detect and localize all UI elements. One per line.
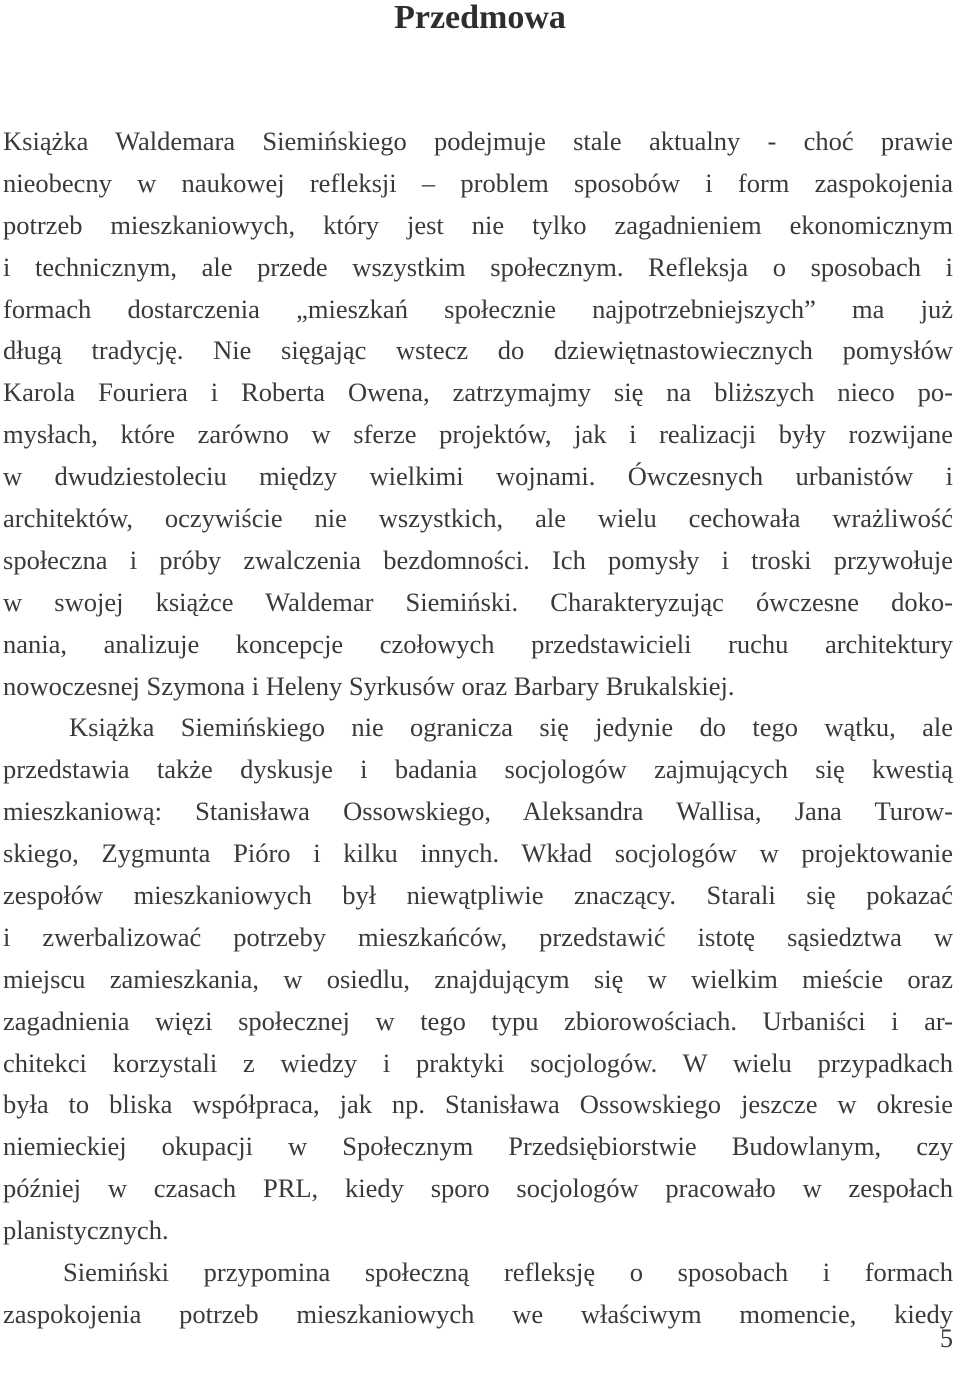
text-line: w swojej książce Waldemar Siemiński. Charakteryzując ówczesne doko- <box>3 586 953 617</box>
text-line: i technicznym, ale przede wszystkim społecznym. Refleksja o sposobach i <box>3 251 953 282</box>
text-line: niemieckiej okupacji w Społecznym Przedsiębiorstwie Budowlanym, czy <box>3 1131 953 1162</box>
text-line: później w czasach PRL, kiedy sporo socjologów pracowało w zespołach <box>3 1173 953 1204</box>
text-line: nieobecny w naukowej refleksji – problem sposobów i form zaspokojenia <box>3 167 953 198</box>
text-line: zespołów mieszkaniowych był niewątpliwie znaczący. Starali się pokazać <box>3 880 953 911</box>
text-line: długą tradycję. Nie sięgając wstecz do dziewiętnastowiecznych pomysłów <box>3 335 953 366</box>
text-line: miejscu zamieszkania, w osiedlu, znajdującym się w wielkim mieście oraz <box>3 963 953 994</box>
page-title: Przedmowa <box>394 0 566 36</box>
text-line: Książka Siemińskiego nie ogranicza się jedynie do tego wątku, ale <box>69 712 953 743</box>
text-line: zaspokojenia potrzeb mieszkaniowych we właściwym momencie, kiedy <box>3 1298 953 1329</box>
text-line: w dwudziestoleciu między wielkimi wojnami. Ówczesnych urbanistów i <box>3 461 953 492</box>
text-line: nania, analizuje koncepcje czołowych przedstawicieli ruchu architektury <box>3 628 953 659</box>
text-line: skiego, Zygmunta Pióro i kilku innych. Wkład socjologów w projektowanie <box>3 838 953 869</box>
text-line: mysłach, które zarówno w sferze projektów, jak i realizacji były rozwijane <box>3 419 953 450</box>
text-line: Karola Fouriera i Roberta Owena, zatrzymajmy się na bliższych nieco po- <box>3 377 953 408</box>
text-line: Siemiński przypomina społeczną refleksję o sposobach i formach <box>63 1257 953 1288</box>
text-line: zagadnienia więzi społecznej w tego typu zbiorowościach. Urbaniści i ar- <box>3 1005 953 1036</box>
text-line: chitekci korzystali z wiedzy i praktyki socjologów. W wielu przypadkach <box>3 1047 953 1078</box>
body-text <box>3 121 953 1336</box>
text-line: i zwerbalizować potrzeby mieszkańców, przedstawić istotę sąsiedztwa w <box>3 921 953 952</box>
text-line: przedstawia także dyskusje i badania socjologów zajmujących się kwestią <box>3 754 953 785</box>
page-number: 5 <box>940 1324 953 1353</box>
text-line: formach dostarczenia „mieszkań społecznie najpotrzebniejszych” ma już <box>3 293 953 324</box>
text-line: mieszkaniową: Stanisława Ossowskiego, Aleksandra Wallisa, Jana Turow- <box>3 796 953 827</box>
text-line: Książka Waldemara Siemińskiego podejmuje stale aktualny - choć prawie <box>3 126 953 156</box>
text-line: społeczna i próby zwalczenia bezdomności. Ich pomysły i troski przywołuje <box>3 544 953 575</box>
text-line: potrzeb mieszkaniowych, który jest nie tylko zagadnieniem ekonomicznym <box>3 209 953 240</box>
text-line: była to bliska współpraca, jak np. Stanisława Ossowskiego jeszcze w okresie <box>3 1089 953 1120</box>
text-line: nowoczesnej Szymona i Heleny Syrkusów oraz Barbary Brukalskiej. <box>3 670 735 701</box>
text-line: planistycznych. <box>3 1215 169 1246</box>
text-line: architektów, oczywiście nie wszystkich, ale wielu cechowała wrażliwość <box>3 503 953 534</box>
